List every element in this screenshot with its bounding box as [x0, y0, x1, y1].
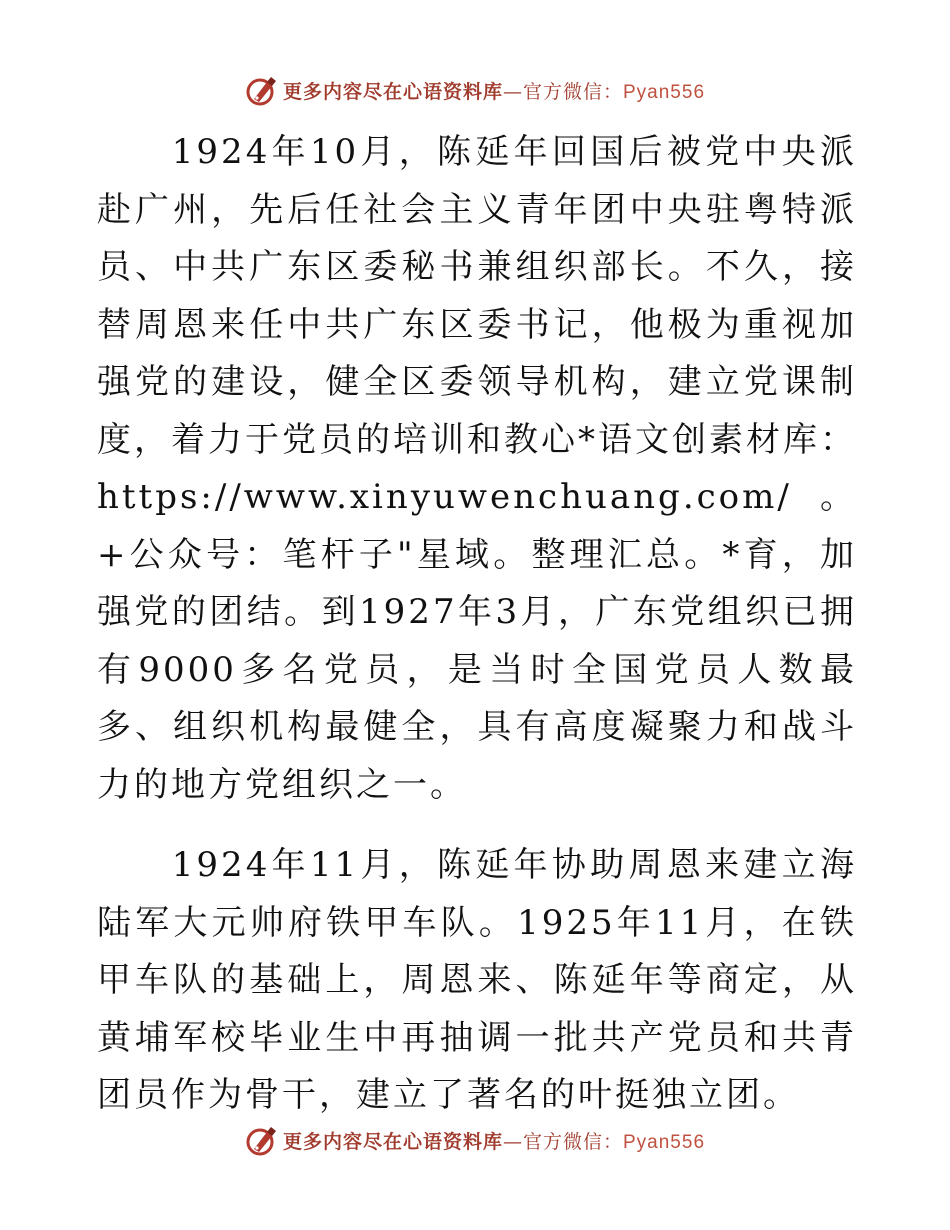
paragraph-1: 1924年10月，陈延年回国后被党中央派赴广州，先后任社会主义青年团中央驻粤特派员、中共广东区委秘书兼组织部长。不久，接替周恩来任中共广东区委书记，他极为重视加强党的建设，健全区委领导机构，建立党课制度，着力于党员的培训和教心*语文创素材库：https://www.xinyuwenchuang.com/。+公众号：笔杆子"星域。整理汇总。*育，加强党的团结。到1927年3月，广东党组织已拥有9000多名党员，是当时全国党员人数最多、组织机构最健全，具有高度凝聚力和战斗力的地方党组织之一。	[97, 132, 857, 805]
banner-wechat-id: Pyan556	[623, 81, 706, 103]
header-banner	[0, 70, 950, 110]
banner-label: 更多内容尽在心语资料库	[282, 80, 503, 103]
banner-separator: —	[502, 1130, 523, 1153]
banner-wechat-id: Pyan556	[623, 1131, 706, 1153]
document-body	[97, 124, 857, 1125]
pen-logo-icon	[245, 73, 279, 107]
banner-text	[283, 1127, 705, 1154]
footer-banner	[0, 1120, 950, 1160]
banner-separator: —	[502, 80, 523, 103]
banner-label: 更多内容尽在心语资料库	[282, 1130, 503, 1153]
banner-wechat-label: 官方微信：	[522, 80, 623, 103]
paragraph-2: 1924年11月，陈延年协助周恩来建立海陆军大元帅府铁甲车队。1925年11月，在铁甲车队的基础上，周恩来、陈延年等商定，从黄埔军校毕业生中再抽调一批共产党员和共青团员作为骨干，建立了著名的叶挺独立团。	[97, 845, 857, 1115]
pen-logo-icon	[245, 1123, 279, 1157]
banner-wechat-label: 官方微信：	[522, 1130, 623, 1153]
banner-text	[283, 77, 705, 104]
